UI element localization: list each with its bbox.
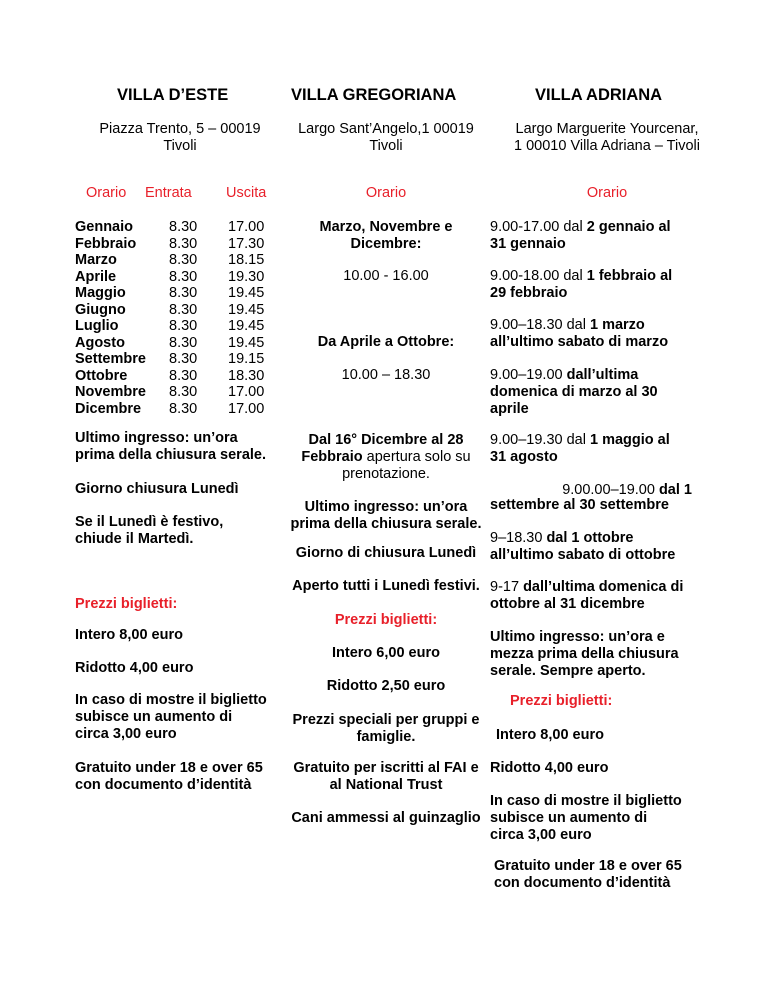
schedule-line: settembre al 30 settembre: [490, 497, 669, 513]
exit-time: 17.30: [228, 235, 265, 252]
hours-summer: 10.00 – 18.30: [341, 367, 431, 383]
month-label: Febbraio: [75, 235, 137, 252]
winter-booking-note: [276, 432, 496, 483]
schedule-row: [75, 318, 285, 335]
schedule-row: [75, 269, 285, 286]
exit-time: 19.45: [228, 318, 265, 334]
address-line: Piazza Trento, 5 – 00019: [99, 121, 261, 137]
uscita-header: Uscita: [226, 185, 267, 201]
month-label: Settembre: [75, 351, 146, 367]
prices-title: Prezzi biglietti:: [510, 693, 613, 709]
schedule-dates: 1 marzo: [589, 317, 645, 333]
schedule-row: [75, 219, 285, 236]
note-line: al National Trust: [329, 777, 443, 793]
villa-adriana-address: [494, 121, 720, 155]
schedule-line: [490, 317, 668, 334]
address-line: Tivoli: [163, 138, 197, 154]
entry-time: 8.30: [169, 219, 198, 235]
villa-deste-title: VILLA D’ESTE: [117, 86, 229, 104]
last-entry-note: [75, 430, 266, 464]
schedule-april: [490, 367, 658, 418]
prices-title: Prezzi biglietti:: [334, 612, 438, 628]
entry-time: 8.30: [169, 318, 198, 334]
note-line: subisce un aumento di: [490, 810, 648, 826]
entry-time: 8.30: [169, 367, 198, 384]
month-label: Gennaio: [75, 219, 134, 235]
address-line: Tivoli: [369, 138, 403, 154]
exhibit-note: [490, 793, 682, 844]
schedule-dates: dall’ultima: [566, 367, 639, 383]
schedule-line: [490, 367, 658, 384]
schedule-row: [75, 285, 285, 302]
entry-time: 8.30: [169, 268, 198, 285]
villa-gregoriana-address: [276, 121, 496, 155]
entry-time: 8.30: [169, 235, 198, 252]
schedule-row: [75, 384, 285, 401]
schedule-hours: 9.00–19.00: [490, 367, 567, 383]
schedule-dates: dal 1 ottobre: [546, 530, 634, 546]
schedule-line: [490, 579, 683, 596]
schedule-hours: 9.00–18.30 dal: [490, 317, 590, 333]
schedule-line: aprile: [490, 401, 529, 417]
month-label: Novembre: [75, 384, 146, 400]
note-line: con documento d’identità: [75, 777, 252, 793]
entry-time: 8.30: [169, 252, 198, 268]
last-entry-note: [272, 499, 500, 533]
schedule-line: [490, 530, 675, 547]
orario-header: Orario: [365, 185, 407, 201]
schedule-row: [75, 252, 285, 269]
entrata-header: Entrata: [145, 185, 192, 201]
holiday-note: [75, 514, 223, 548]
full-price: Intero 8,00 euro: [75, 627, 183, 643]
schedule-hours: 9.00-17.00 dal: [490, 219, 587, 235]
dogs-note: Cani ammessi al guinzaglio: [291, 810, 481, 826]
villa-gregoriana-title: VILLA GREGORIANA: [291, 86, 457, 104]
schedule-hours: 9-17: [490, 579, 524, 595]
exit-time: 19.30: [228, 268, 265, 285]
free-note: [75, 760, 263, 794]
note-line: prima della chiusura serale.: [75, 447, 267, 463]
schedule-dates: dal 1: [658, 482, 692, 498]
schedule-feb: [490, 268, 672, 302]
note-line: Gratuito under 18 e over 65: [75, 760, 263, 776]
note-line: serale. Sempre aperto.: [490, 663, 646, 679]
schedule-hours: 9–18.30: [490, 530, 547, 546]
note-line: circa 3,00 euro: [75, 726, 177, 742]
closing-day: Giorno chiusura Lunedì: [75, 481, 239, 497]
closing-day: Giorno di chiusura Lunedì: [295, 545, 477, 561]
entry-time: 8.30: [169, 334, 198, 351]
schedule-row: [75, 368, 285, 385]
month-label: Dicembre: [75, 400, 142, 417]
schedule-line: 31 agosto: [490, 449, 558, 465]
period-apr-oct: Da Aprile a Ottobre:: [317, 334, 455, 350]
schedule-line: 29 febbraio: [490, 285, 568, 301]
exit-time: 19.45: [228, 334, 265, 351]
note-line: [276, 449, 496, 466]
orario-header: Orario: [86, 185, 127, 201]
note-line: Ultimo ingresso: un’ora: [75, 430, 238, 446]
note-line: Dal 16° Dicembre al 28: [308, 432, 464, 448]
month-label: Maggio: [75, 285, 126, 301]
schedule-row: [75, 236, 285, 253]
note-line: prenotazione.: [342, 466, 430, 482]
full-price: Intero 8,00 euro: [496, 727, 604, 743]
schedule-line: ottobre al 31 dicembre: [490, 596, 645, 612]
note-text: apertura solo su: [362, 449, 471, 465]
villa-adriana-title: VILLA ADRIANA: [535, 86, 663, 104]
exhibit-note: [75, 692, 267, 743]
schedule-row: [75, 401, 285, 418]
note-line: Gratuito per iscritti al FAI e: [293, 760, 479, 776]
villa-deste-address: [70, 121, 290, 155]
month-label: Ottobre: [75, 367, 128, 384]
note-line: mezza prima della chiusura: [490, 646, 679, 662]
hours-winter: 10.00 - 16.00: [343, 268, 429, 284]
orario-header: Orario: [586, 185, 628, 201]
exit-time: 18.15: [228, 252, 265, 268]
note-line: famiglie.: [356, 729, 416, 745]
month-label: Giugno: [75, 301, 126, 318]
schedule-line: domenica di marzo al 30: [490, 384, 658, 400]
schedule-line: [490, 219, 671, 236]
period-march-nov-dec: [276, 219, 496, 253]
note-line: circa 3,00 euro: [490, 827, 592, 843]
free-note: [494, 858, 682, 892]
month-label: Marzo: [75, 252, 117, 268]
schedule-hours: 9.00–19.30 dal: [490, 432, 590, 448]
schedule-winter: [490, 579, 683, 613]
entry-time: 8.30: [169, 351, 198, 367]
fai-note: [276, 760, 496, 794]
note-line: chiude il Martedì.: [75, 531, 194, 547]
exit-time: 19.45: [228, 301, 265, 318]
exit-time: 18.30: [228, 367, 265, 384]
schedule-jan: [490, 219, 671, 253]
month-label: Agosto: [75, 334, 125, 351]
schedule-table: [75, 219, 285, 417]
schedule-line: 31 gennaio: [490, 236, 566, 252]
address-line: Largo Sant’Angelo,1 00019: [298, 121, 474, 137]
exit-time: 17.00: [228, 219, 265, 235]
reduced-price: Ridotto 2,50 euro: [326, 678, 446, 694]
reduced-price: Ridotto 4,00 euro: [75, 660, 194, 676]
note-line: Se il Lunedì è festivo,: [75, 514, 224, 530]
exit-time: 17.00: [228, 400, 265, 417]
note-line: Ultimo ingresso: un’ora e: [490, 629, 665, 645]
schedule-dates: dall’ultima domenica di: [523, 579, 684, 595]
entry-time: 8.30: [169, 400, 198, 417]
schedule-dates: 1 maggio al: [589, 432, 670, 448]
open-holidays: Aperto tutti i Lunedì festivi.: [292, 578, 480, 594]
schedule-row: [75, 335, 285, 352]
entry-time: 8.30: [169, 384, 198, 400]
schedule-dates: 1 febbraio al: [586, 268, 673, 284]
schedule-line: all’ultimo sabato di ottobre: [490, 547, 676, 563]
note-bold: Febbraio: [301, 449, 363, 465]
exit-time: 19.15: [228, 351, 265, 367]
reduced-price: Ridotto 4,00 euro: [490, 760, 609, 776]
period-line: Marzo, Novembre e: [319, 219, 453, 235]
month-label: Luglio: [75, 318, 119, 334]
note-line: subisce un aumento di: [75, 709, 233, 725]
schedule-march: [490, 317, 668, 351]
schedule-line: all’ultimo sabato di marzo: [490, 334, 669, 350]
schedule-row: [75, 302, 285, 319]
schedule-october: [490, 530, 675, 564]
address-line: Largo Marguerite Yourcenar,: [515, 121, 699, 137]
address-line: 1 00010 Villa Adriana – Tivoli: [514, 138, 700, 154]
schedule-row: [75, 351, 285, 368]
note-line: Ultimo ingresso: un’ora: [304, 499, 468, 515]
schedule-summer: [490, 432, 670, 466]
note-line: Prezzi speciali per gruppi e: [292, 712, 480, 728]
note-line: prima della chiusura serale.: [290, 516, 482, 532]
schedule-line: [490, 268, 672, 285]
period-line: Dicembre:: [350, 236, 422, 252]
prices-title: Prezzi biglietti:: [75, 596, 178, 612]
entry-time: 8.30: [169, 285, 198, 301]
entry-time: 8.30: [169, 301, 198, 318]
note-line: In caso di mostre il biglietto: [75, 692, 267, 708]
schedule-dates: 2 gennaio al: [586, 219, 671, 235]
exit-time: 19.45: [228, 285, 265, 301]
month-label: Aprile: [75, 268, 117, 285]
full-price: Intero 6,00 euro: [332, 645, 440, 661]
groups-note: [276, 712, 496, 746]
schedule-hours: 9.00.00–19.00: [562, 482, 659, 498]
last-entry-note: [490, 629, 679, 680]
note-line: In caso di mostre il biglietto: [490, 793, 682, 809]
note-line: Gratuito under 18 e over 65: [494, 858, 682, 874]
schedule-hours: 9.00-18.00 dal: [490, 268, 587, 284]
schedule-line: [490, 432, 670, 449]
exit-time: 17.00: [228, 384, 265, 400]
note-line: con documento d’identità: [494, 875, 671, 891]
